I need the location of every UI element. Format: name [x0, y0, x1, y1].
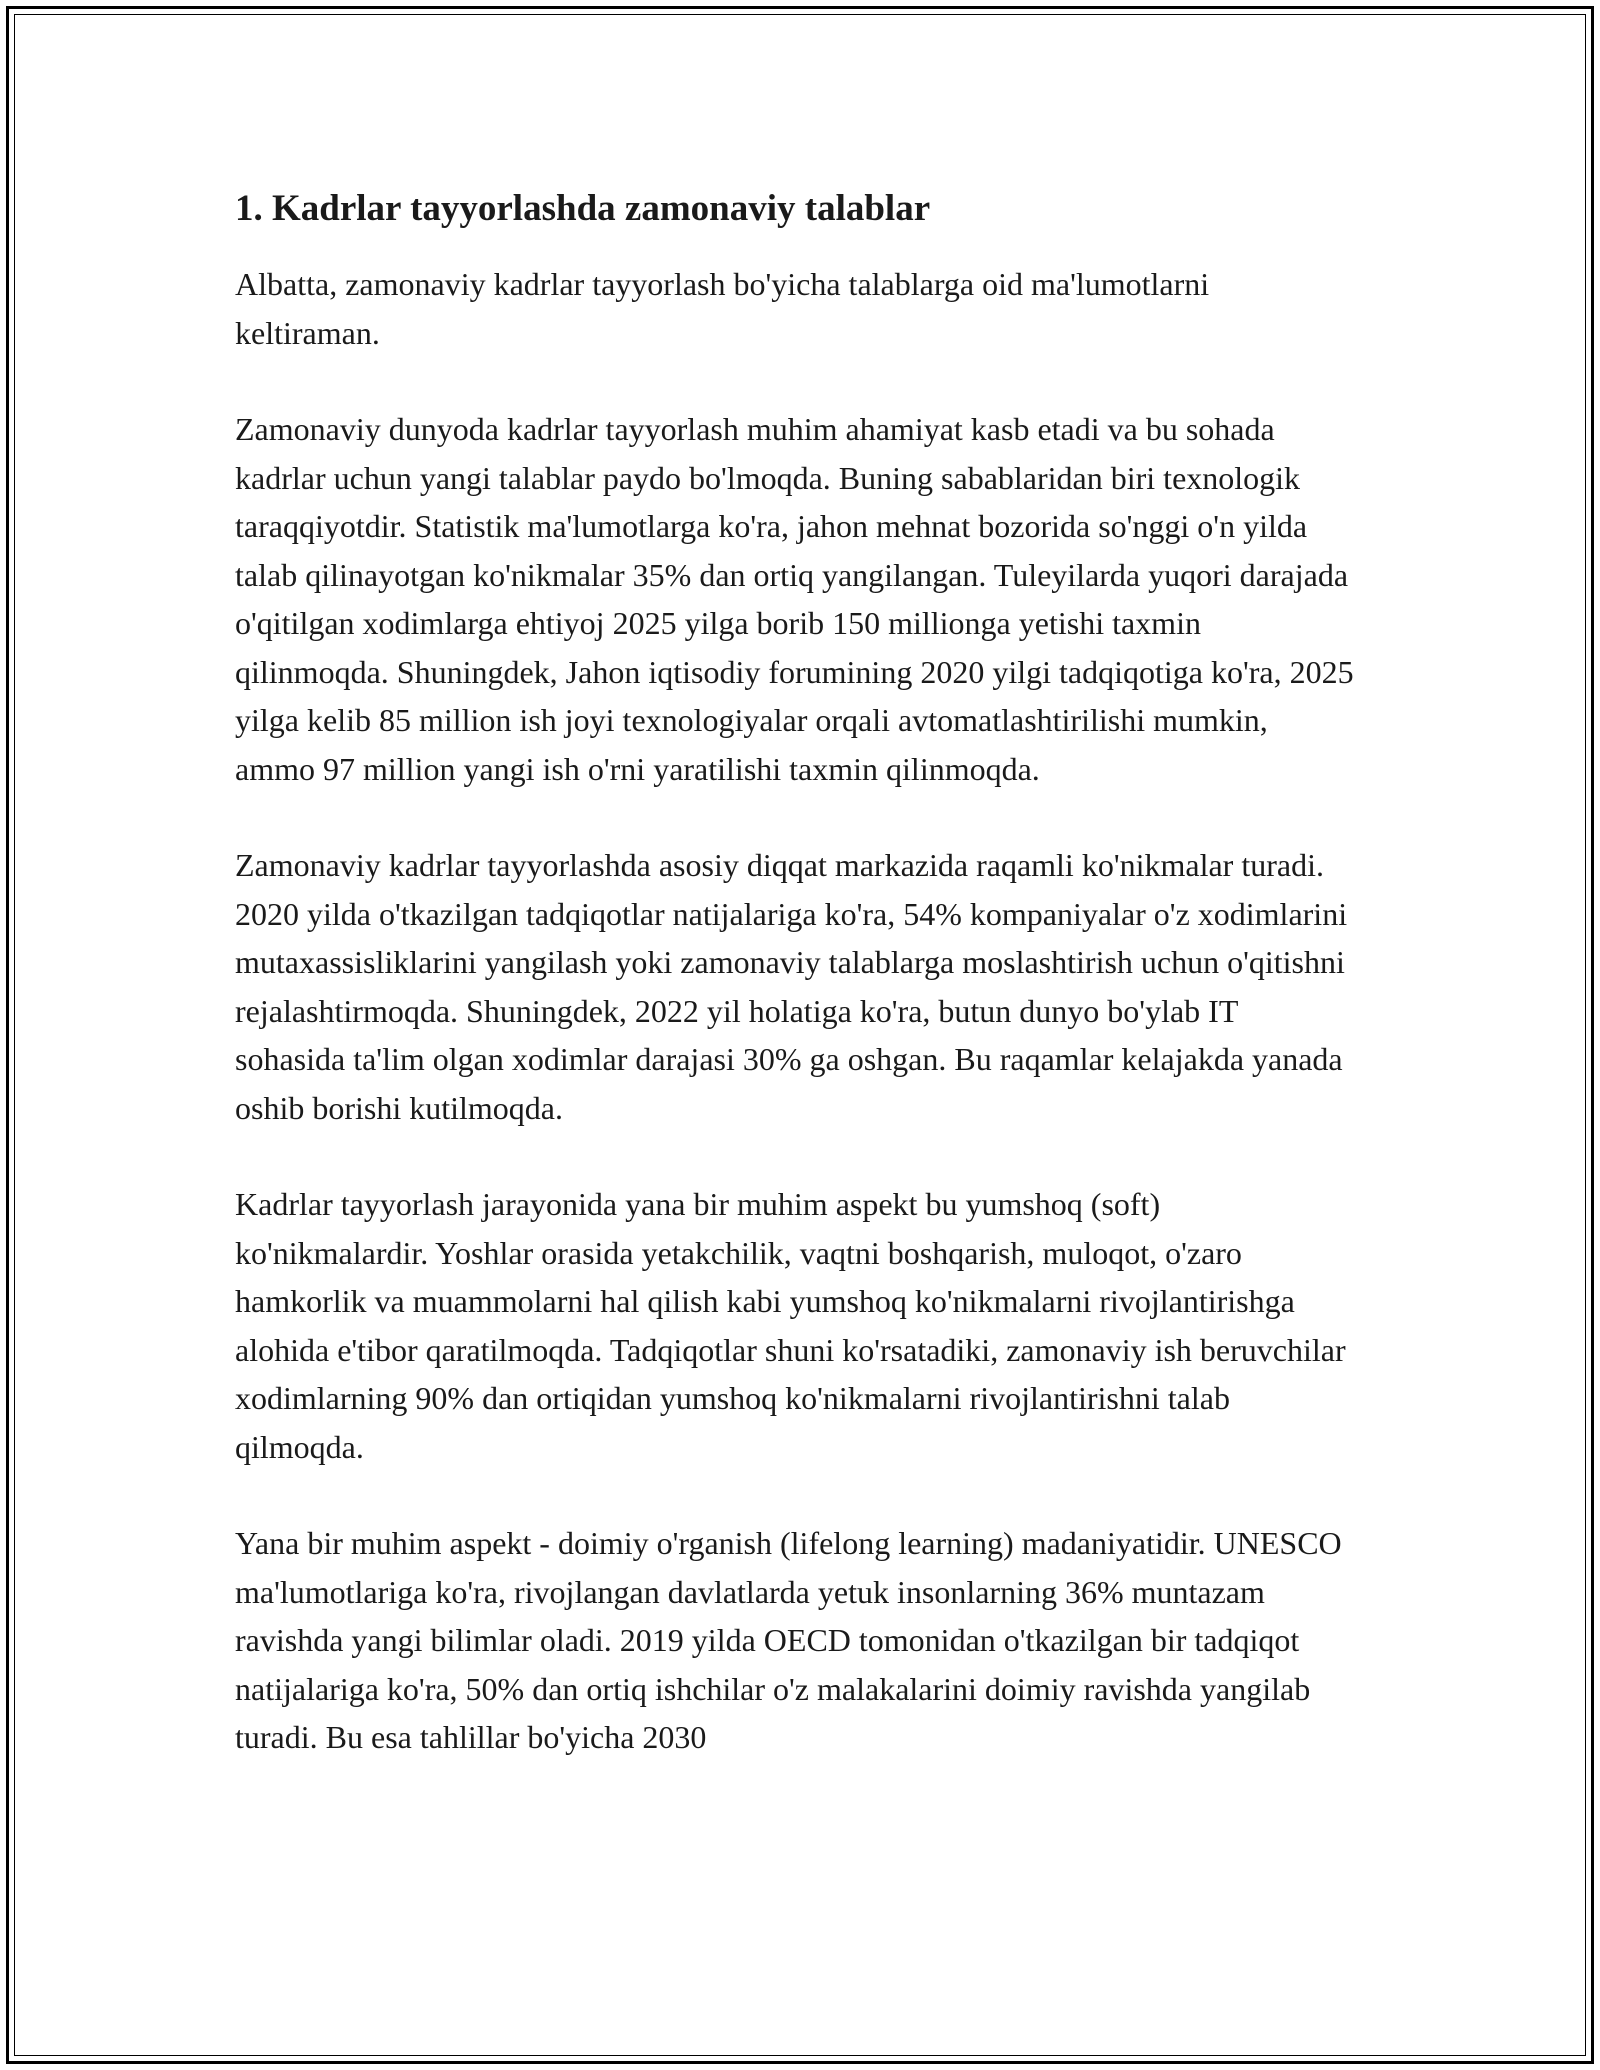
- paragraph-soft-skills: Kadrlar tayyorlash jarayonida yana bir muhim aspekt bu yumshoq (soft) ko'nikmalardir. Yoshlar orasida yetakchilik, vaqtni boshqarish, muloqot, o'zaro hamkorlik va muammolarni hal qilish kabi yumshoq ko'nikmalarni rivojlantirishga alohida e'tibor qaratilmoqda. Tadqiqotlar shuni ko'rsatadiki, zamonaviy ish beruvchilar xodimlarning 90% dan ortiqidan yumshoq ko'nikmalarni rivojlantirishni talab qilmoqda.: [235, 1186, 1346, 1465]
- paragraph-digital-skills: Zamonaviy kadrlar tayyorlashda asosiy diqqat markazida raqamli ko'nikmalar turadi. 2020 yilda o'tkazilgan tadqiqotlar natijalariga ko'ra, 54% kompaniyalar o'z xodimlarini mutaxassisliklarini yangilash yoki zamonaviy talablarga moslashtirish uchun o'qitishni rejalashtirmoqda. Shuningdek, 2022 yil holatiga ko'ra, butun dunyo bo'ylab IT sohasida ta'lim olgan xodimlar darajasi 30% ga oshgan. Bu raqamlar kelajakda yanada oshib borishi kutilmoqda.: [235, 847, 1348, 1126]
- paragraph-intro: Albatta, zamonaviy kadrlar tayyorlash bo'yicha talablarga oid ma'lumotlarni keltiraman.: [235, 266, 1210, 351]
- paragraph-lifelong-learning: Yana bir muhim aspekt - doimiy o'rganish (lifelong learning) madaniyatidir. UNESCO ma'lumotlariga ko'ra, rivojlangan davlatlarda yetuk insonlarning 36% muntazam ravishda yangi bilimlar oladi. 2019 yilda OECD tomonidan o'tkazilgan bir tadqiqot natijalariga ko'ra, 50% dan ortiq ishchilar o'z malakalarini doimiy ravishda yangilab turadi. Bu esa tahlillar bo'yicha 2030: [235, 1525, 1342, 1755]
- section-heading: 1. Kadrlar tayyorlashda zamonaviy talablar: [235, 188, 931, 229]
- paragraph-technology-progress: Zamonaviy dunyoda kadrlar tayyorlash muhim ahamiyat kasb etadi va bu sohada kadrlar uchun yangi talablar paydo bo'lmoqda. Buning sabablaridan biri texnologik taraqqiyotdir. Statistik ma'lumotlarga ko'ra, jahon mehnat bozorida so'nggi o'n yilda talab qilinayotgan ko'nikmalar 35% dan ortiq yangilangan. Tuleyilarda yuqori darajada o'qitilgan xodimlarga ehtiyoj 2025 yilga borib 150 millionga yetishi taxmin qilinmoqda. Shuningdek, Jahon iqtisodiy forumining 2020 yilgi tadqiqotiga ko'ra, 2025 yilga kelib 85 million ish joyi texnologiyalar orqali avtomatlashtirilishi mumkin, ammo 97 million yangi ish o'rni yaratilishi taxmin qilinmoqda.: [235, 411, 1354, 787]
- document-body: [235, 186, 1355, 1810]
